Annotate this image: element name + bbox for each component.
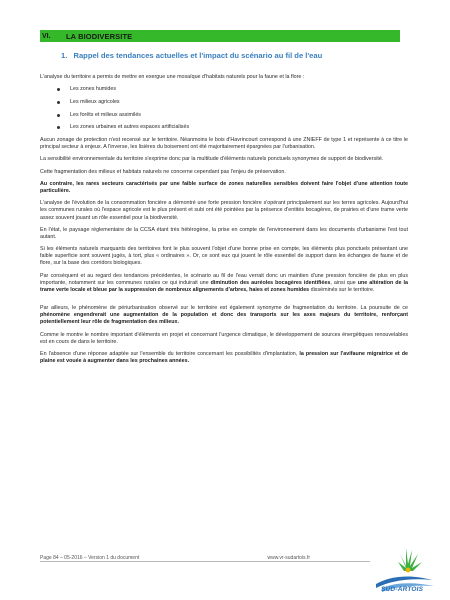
- paragraph: Comme le montre le nombre important d'éléments en projet et concernant l'urgence climatique, le développement de sources énergétiques renouvelables est en cours de dans le territoire.: [40, 331, 408, 345]
- bold-text-run: diminution des auréoles bocagères identifiées: [210, 279, 331, 286]
- footer-page-info: Page 84 – 05-2016 – Version 1 du document: [40, 555, 140, 561]
- bold-text-run: phénomène engendrerait une augmentation de la population et donc des transports sur les axes majeurs du territoire, renforçant potentiellement leur rôle de fragmentation des milieux.: [40, 312, 408, 326]
- paragraph: L'analyse de l'évolution de la consommation foncière a démontré une forte pression foncière s'opérant principalement sur les terres agricoles. Aujourd'hui les communes rurales où l'espace agricole est le plus présent et subi ont été pointées par la présence d'entités bocagères, de prairies et d'une trame verte assez souvent jouant un rôle essentiel pour la biodiversité.: [40, 200, 408, 221]
- intro-paragraph: L'analyse du territoire a permis de mettre en exergue une mosaïque d'habitats naturels pour la faune et la flore :: [40, 74, 305, 80]
- text-run: , ainsi que: [330, 279, 358, 286]
- paragraph: La sensibilité environnementale du territoire s'exprime donc par la multitude d'éléments naturels ponctuels synonymes de support de biodiversité.: [40, 156, 384, 163]
- paragraph: Aucun zonage de protection n'est recensé sur le territoire. Néanmoins le bois d'Havrincourt correspond à une ZNIEFF de type 1 et représente à ce titre le principal secteur à enjeux. A l'inverse, les lisières du boisement ont été majoritairement épargnées par l'urbanisation.: [40, 137, 408, 151]
- paragraph: Cette fragmentation des milieux et habitats naturels ne concerne cependant pas l'enjeu de préservation.: [40, 168, 286, 175]
- text-run: disséminés sur le territoire.: [309, 286, 375, 293]
- list-item: Les milieux agricoles: [70, 99, 408, 106]
- logo-wordmark: SUD-ARTOIS: [381, 586, 424, 593]
- highlight-paragraph: Au contraire, les rares secteurs caractérisés par une faible surface de zones naturelles sensibles doivent faire l'objet d'une attention toute particulière.: [40, 180, 408, 195]
- section-title: Rappel des tendances actuelles et l'impact du scénario au fil de l'eau: [73, 51, 323, 60]
- list-item: Les forêts et milieux assimilés: [70, 112, 408, 119]
- text-run: Par ailleurs, le phénomène de périurbanisation observé sur le territoire est également synonyme de fragmentation du territoire. La poursuite de ce: [40, 305, 408, 312]
- fragmentation-paragraph: [40, 305, 408, 326]
- body-text: [40, 74, 408, 370]
- list-item: Les zones humides: [70, 86, 408, 93]
- chapter-header-bar: [40, 30, 400, 42]
- paragraph: En l'état, le paysage réglementaire de la CCSA étant très hétérogène, la prise en compte de l'environnement dans les documents d'urbanisme l'est tout autant.: [40, 226, 408, 240]
- list-item: Les zones urbaines et autres espaces artificialisés: [70, 124, 408, 131]
- text-run: En l'absence d'une réponse adaptée sur l'ensemble du territoire concernant les possibilités d'implantation,: [40, 350, 300, 357]
- text-run: Par conséquent et au regard des tendances précédentes, le scénario au fil de l'eau verrait donc un maintien d'une pression foncière de plus en plus importante, notamment sur les communes rurales ce qui induirait une: [40, 272, 408, 286]
- section-number: 1.: [61, 51, 68, 60]
- bold-text-run: une altération de la trame verte locale et bleue par la suppression de nombreux alignements d'arbres, haies et zones humides: [40, 279, 408, 293]
- bold-text-run: la pression sur l'avifaune migratrice et de plaine est vouée à augmenter dans les prochaines années.: [40, 350, 409, 365]
- footer-divider: [40, 561, 370, 562]
- habitat-list: [40, 86, 408, 131]
- paragraph: Si les éléments naturels marquants des territoires font le plus souvent l'objet d'une bonne prise en compte, les éléments plus ponctuels présentant une faible superficie sont souvent jugés, à tort, plus « ordinaires ». Or, ce sont eux qui jouent le rôle essentiel de support dans les échanges de faune et de flore, sur la base des corridors biologiques.: [40, 246, 408, 267]
- section-heading: [61, 51, 322, 60]
- scenario-paragraph: [40, 273, 408, 294]
- chapter-title: LA BIODIVERSITE: [66, 31, 133, 41]
- footer-website: www.vr-sudartois.fr: [267, 555, 310, 561]
- chapter-number: VI.: [42, 32, 51, 40]
- avifauna-paragraph: [40, 351, 408, 365]
